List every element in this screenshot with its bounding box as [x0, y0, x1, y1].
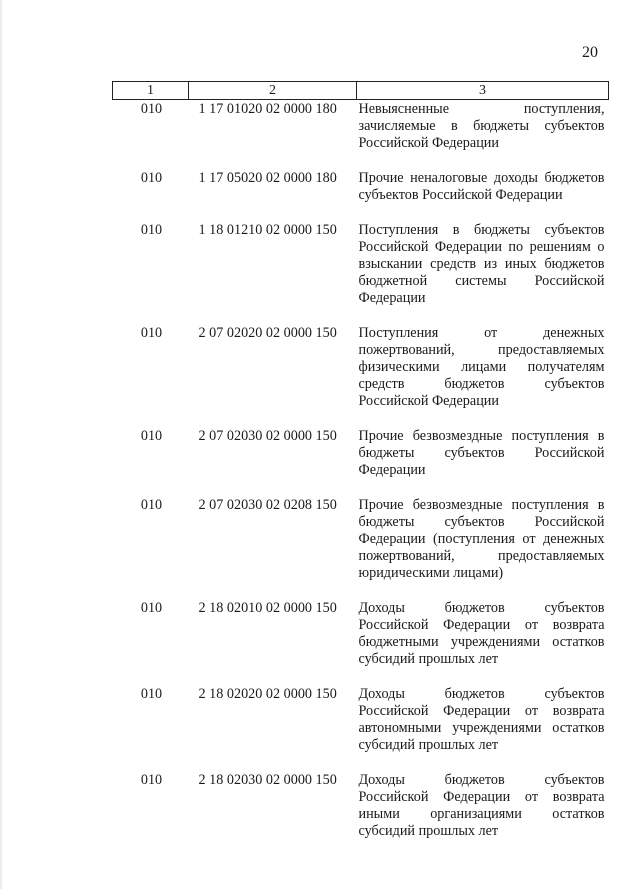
- table-row: [113, 222, 609, 325]
- income-code-cell: 2 18 02020 02 0000 150: [198, 686, 337, 702]
- income-codes-table: [112, 81, 609, 858]
- table-row: [113, 497, 609, 600]
- income-code-cell: 1 18 01210 02 0000 150: [198, 222, 337, 238]
- income-code-cell: 1 17 01020 02 0000 180: [198, 101, 337, 117]
- income-description-cell: Прочие безвозмездные поступления в бюджеты субъектов Российской Федерации: [358, 428, 605, 478]
- admin-code-cell: 010: [140, 497, 163, 513]
- table-row: [113, 686, 609, 772]
- income-code-cell: 2 18 02030 02 0000 150: [198, 772, 337, 788]
- admin-code-cell: 010: [140, 325, 163, 341]
- column-header-3: 3: [357, 82, 609, 100]
- income-description-cell: Поступления в бюджеты субъектов Российской Федерации по решениям о взыскании средств из иных бюджетов бюджетной системы Российской Федерации: [358, 222, 605, 306]
- income-description-cell: Прочие безвозмездные поступления в бюджеты субъектов Российской Федерации (поступления от денежных пожертвований, предоставляемых юридическими лицами): [358, 497, 605, 581]
- income-description-cell: Прочие неналоговые доходы бюджетов субъектов Российской Федерации: [358, 170, 605, 203]
- income-code-cell: 2 18 02010 02 0000 150: [198, 600, 337, 616]
- table-header-row: [113, 82, 609, 100]
- income-description-cell: Доходы бюджетов субъектов Российской Федерации от возврата автономными учреждениями остатков субсидий прошлых лет: [358, 686, 605, 753]
- admin-code-cell: 010: [140, 686, 163, 702]
- table-row: [113, 325, 609, 428]
- income-code-cell: 2 07 02030 02 0000 150: [198, 428, 337, 444]
- table-row: [113, 100, 609, 171]
- page-number: 20: [582, 44, 598, 61]
- scan-edge-shadow: [0, 0, 3, 889]
- income-description-cell: Доходы бюджетов субъектов Российской Федерации от возврата бюджетными учреждениями остатков субсидий прошлых лет: [358, 600, 605, 667]
- table-row: [113, 428, 609, 497]
- income-description-cell: Невыясненные поступления, зачисляемые в бюджеты субъектов Российской Федерации: [358, 101, 605, 151]
- column-header-2: 2: [189, 82, 357, 100]
- admin-code-cell: 010: [140, 101, 163, 117]
- admin-code-cell: 010: [140, 170, 163, 186]
- admin-code-cell: 010: [140, 428, 163, 444]
- income-description-cell: Доходы бюджетов субъектов Российской Федерации от возврата иными организациями остатков субсидий прошлых лет: [358, 772, 605, 839]
- admin-code-cell: 010: [140, 222, 163, 238]
- income-code-cell: 2 07 02020 02 0000 150: [198, 325, 337, 341]
- admin-code-cell: 010: [140, 772, 163, 788]
- income-code-cell: 2 07 02030 02 0208 150: [198, 497, 337, 513]
- income-description-cell: Поступления от денежных пожертвований, предоставляемых физическими лицами получателям средств бюджетов субъектов Российской Федерации: [358, 325, 605, 409]
- table-row: [113, 600, 609, 686]
- table-row: [113, 772, 609, 858]
- column-header-1: 1: [113, 82, 189, 100]
- income-code-cell: 1 17 05020 02 0000 180: [198, 170, 337, 186]
- table-row: [113, 170, 609, 222]
- admin-code-cell: 010: [140, 600, 163, 616]
